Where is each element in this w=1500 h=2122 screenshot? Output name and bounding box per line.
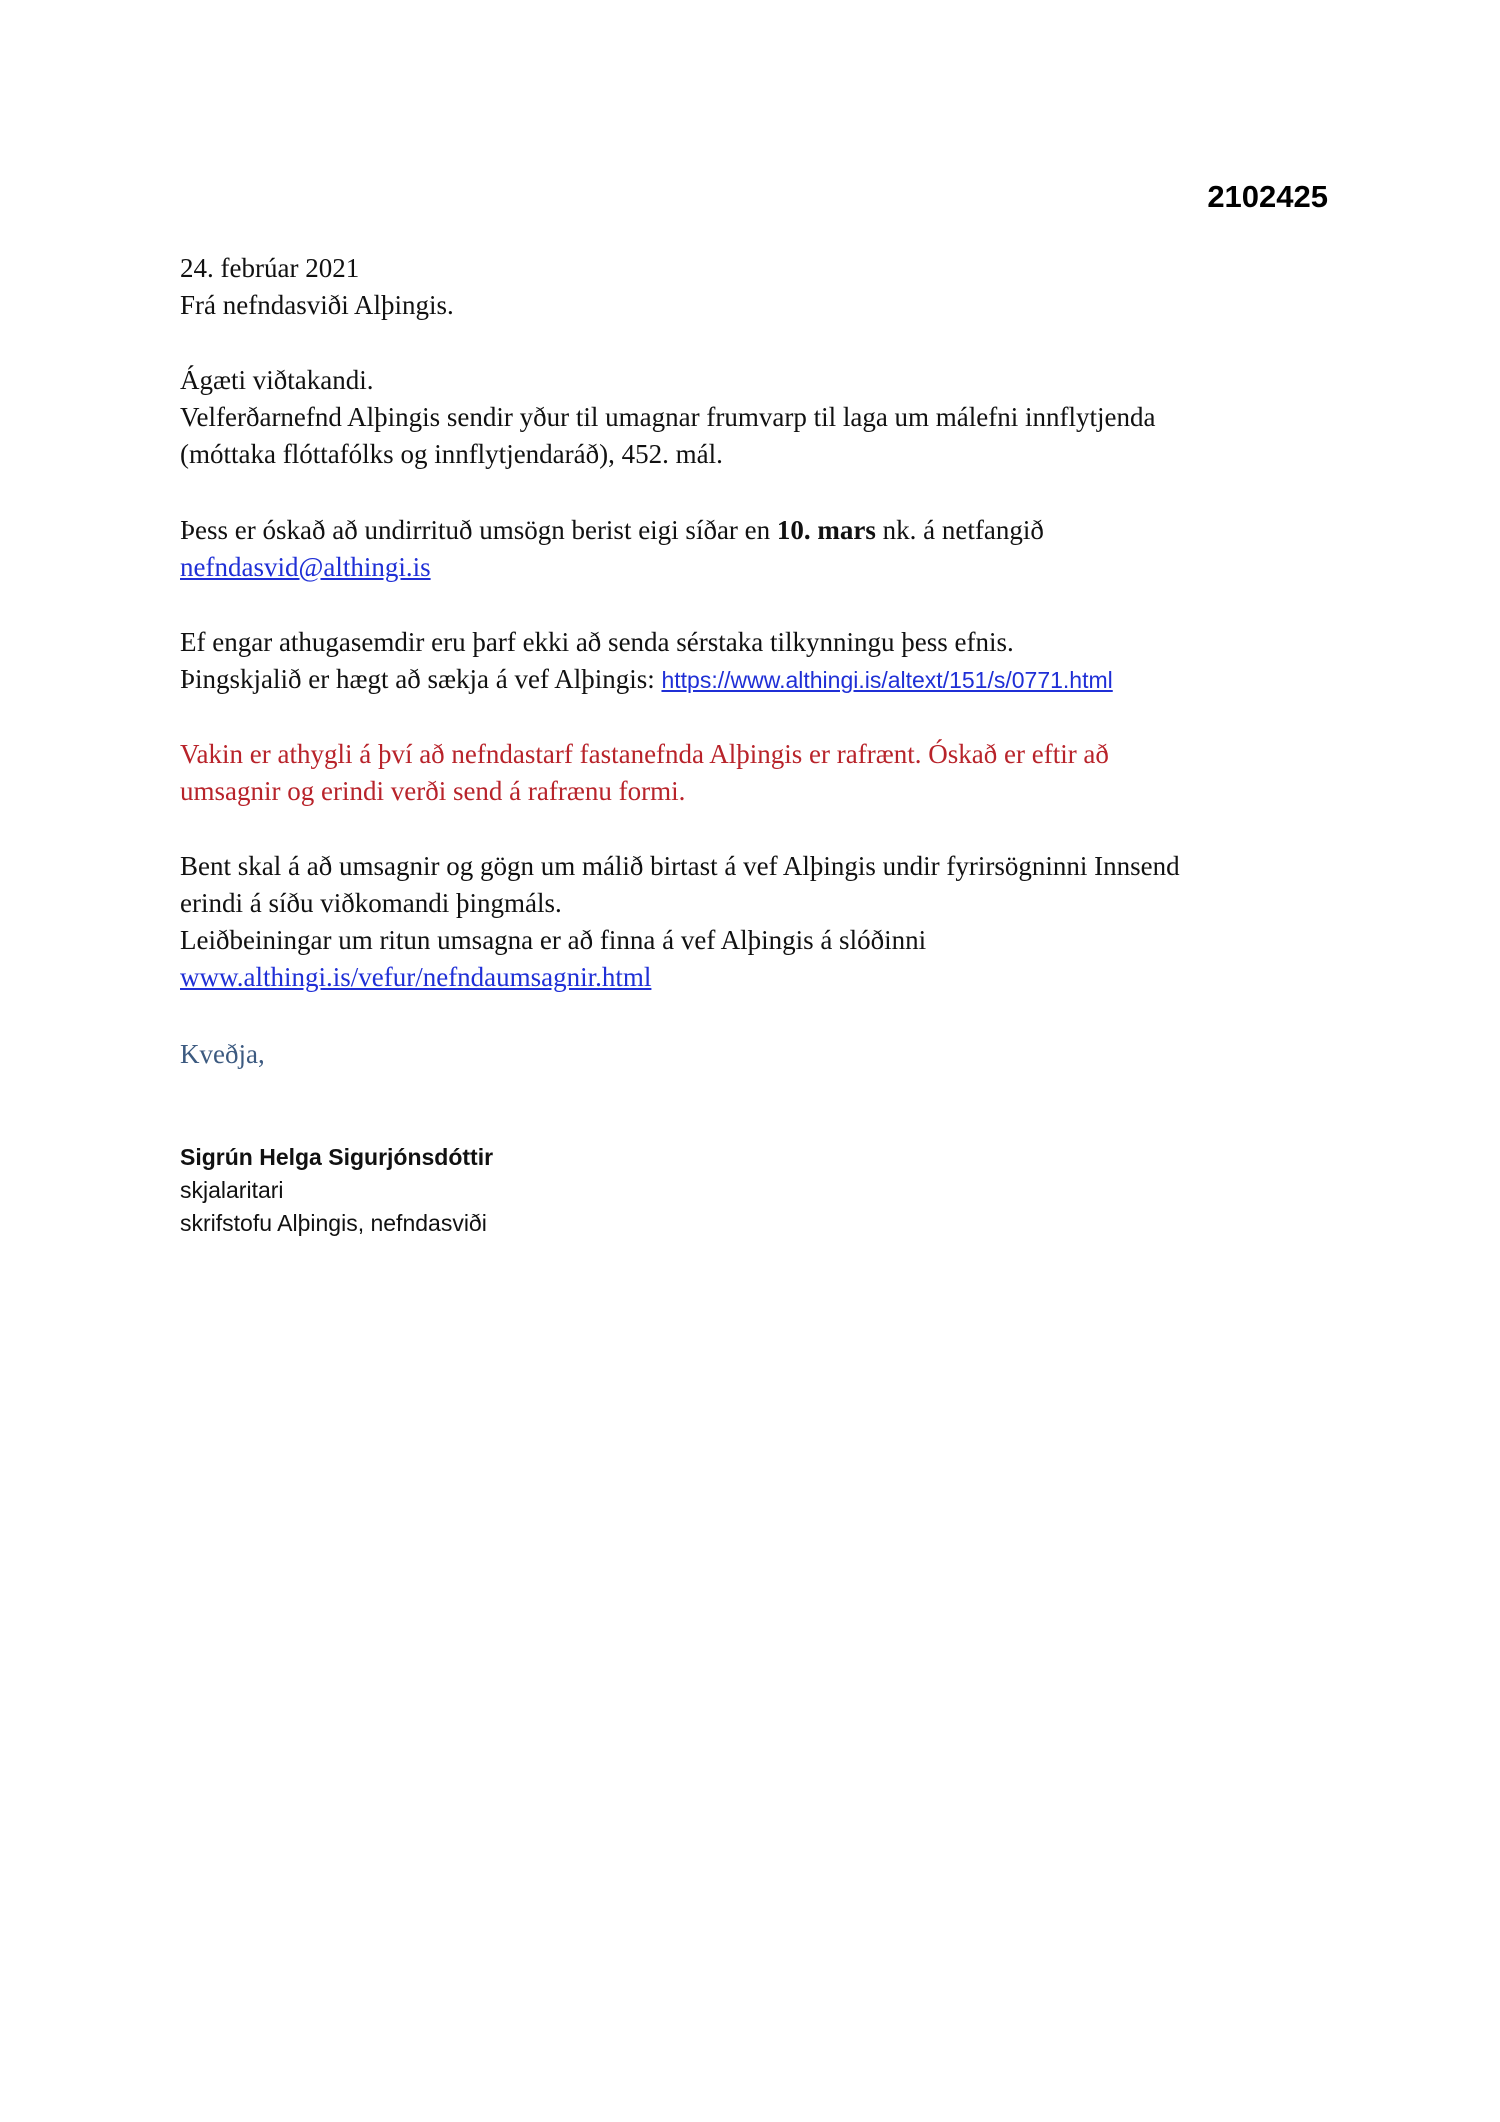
- document-paragraph: [180, 624, 1340, 699]
- signature-title: skjalaritari: [180, 1177, 284, 1203]
- letter-date: 24. febrúar 2021: [180, 253, 360, 283]
- signature-office: skrifstofu Alþingis, nefndasviði: [180, 1210, 487, 1236]
- deadline-text-post: nk. á netfangið: [875, 515, 1044, 545]
- intro-paragraph: [180, 362, 1340, 473]
- electronic-notice: [180, 736, 1340, 810]
- deadline-sentence: [180, 512, 1340, 549]
- closing-text: Kveðja,: [180, 1039, 265, 1069]
- publish-paragraph: [180, 848, 1340, 996]
- document-link[interactable]: https://www.althingi.is/altext/151/s/0771.html: [661, 667, 1113, 693]
- letter-header: [180, 250, 1340, 324]
- document-text-pre: Þingskjalið er hægt að sækja á vef Alþingis:: [180, 664, 662, 694]
- signature-block: [180, 1141, 980, 1240]
- signature-name: Sigrún Helga Sigurjónsdóttir: [180, 1144, 494, 1170]
- deadline-date: 10. mars: [776, 515, 876, 545]
- guide-link[interactable]: www.althingi.is/vefur/nefndaumsagnir.html: [180, 962, 652, 992]
- no-comments-text: Ef engar athugasemdir eru þarf ekki að senda sérstaka tilkynningu þess efnis.: [180, 627, 1014, 657]
- electronic-line-2: umsagnir og erindi verði send á rafrænu formi.: [180, 776, 686, 806]
- closing: [180, 1036, 1340, 1073]
- intro-line-2: (móttaka flóttafólks og innflytjendaráð), 452. mál.: [180, 439, 723, 469]
- electronic-line-1: Vakin er athygli á því að nefndastarf fastanefnda Alþingis er rafrænt. Óskað er eftir að: [180, 739, 1109, 769]
- deadline-paragraph: [180, 512, 1340, 586]
- document-sentence: [180, 661, 1340, 699]
- intro-line-1: Velferðarnefnd Alþingis sendir yður til umagnar frumvarp til laga um málefni innflytjenda: [180, 402, 1156, 432]
- publish-line-2: erindi á síðu viðkomandi þingmáls.: [180, 888, 562, 918]
- guide-line: Leiðbeiningar um ritun umsagna er að finna á vef Alþingis á slóðinni: [180, 925, 927, 955]
- deadline-text-pre: Þess er óskað að undirrituð umsögn berist eigi síðar en: [180, 515, 777, 545]
- letter-sender: Frá nefndasviði Alþingis.: [180, 290, 454, 320]
- publish-line-1: Bent skal á að umsagnir og gögn um málið birtast á vef Alþingis undir fyrirsögninni Innsend: [180, 851, 1180, 881]
- document-number: 2102425: [1207, 179, 1328, 214]
- email-link[interactable]: nefndasvid@althingi.is: [180, 552, 431, 582]
- salutation: Ágæti viðtakandi.: [180, 365, 374, 395]
